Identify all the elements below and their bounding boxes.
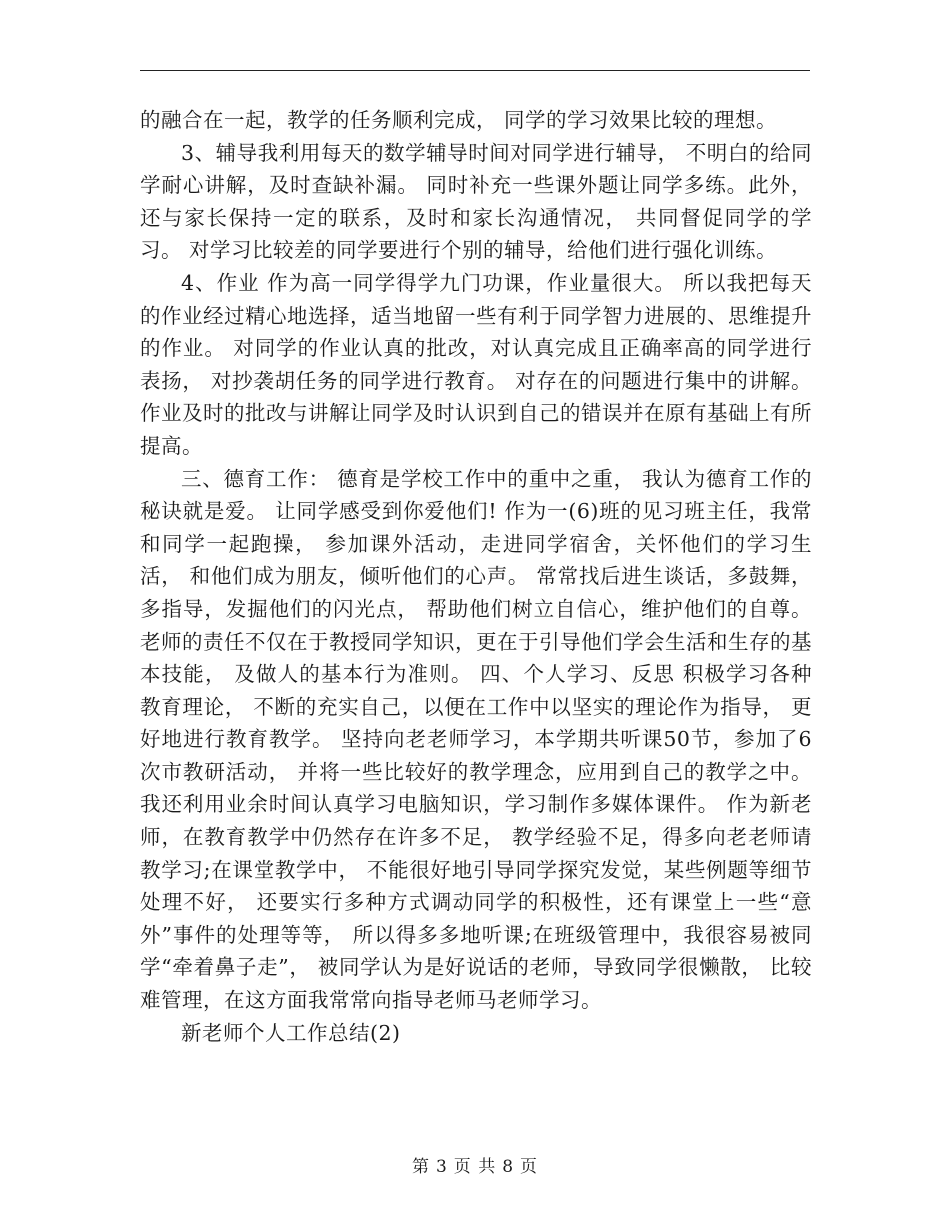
paragraph-next-title: 新老师个人工作总结(2) <box>181 1020 401 1045</box>
document-body <box>140 104 812 1049</box>
page-footer <box>0 1152 950 1177</box>
footer-suffix: 页 <box>520 1157 539 1177</box>
footer-total-pages: 8 <box>502 1157 515 1177</box>
header-rule <box>140 70 810 71</box>
paragraph-homework: 4、作业 作为高一同学得学九门功课，作业量很大。 所以我把每天的作业经过精心地选择，适当地留一些有利于同学智力进展的、思维提升的作业。 对同学的作业认真的批改，对认真完成且正确率高的同学进行表扬， 对抄袭胡任务的同学进行教育。 对存在的问题进行集中的讲解。 作业及时的批改与讲解让同学及时认识到自己的错误并在原有基础上有所提高。 <box>140 270 812 458</box>
paragraph-moral-education: 三、德育工作： 德育是学校工作中的重中之重， 我认为德育工作的秘诀就是爱。 让同学感受到你爱他们! 作为一(6)班的见习班主任，我常和同学一起跑操， 参加课外活动，走进同学宿舍，关怀他们的学习生活， 和他们成为朋友，倾听他们的心声。 常常找后进生谈话，多鼓舞，多指导，发掘他们的闪光点， 帮助他们树立自信心，维护他们的自尊。 老师的责任不仅在于教授同学知识，更在于引导他们学会生活和生存的基本技能， 及做人的基本行为准则。 四、个人学习、反思 积极学习各种教育理论， 不断的充实自己，以便在工作中以坚实的理论作为指导， 更好地进行教育教学。 坚持向老老师学习，本学期共听课50节，参加了6次市教研活动， 并将一些比较好的教学理念，应用到自己的教学之中。 我还利用业余时间认真学习电脑知识，学习制作多媒体课件。 作为新老师，在教育教学中仍然存在许多不足， 教学经验不足，得多向老老师请教学习;在课堂教学中， 不能很好地引导同学探究发觉，某些例题等细节处理不好， 还要实行多种方式调动同学的积极性，还有课堂上一些“意外”事件的处理等等， 所以得多多地听课;在班级管理中，我很容易被同学“牵着鼻子走”， 被同学认为是好说话的老师，导致同学很懒散， 比较难管理，在这方面我常常向指导老师马老师学习。 <box>140 466 812 1013</box>
footer-mid: 页 共 <box>453 1157 497 1177</box>
footer-current-page: 3 <box>435 1157 448 1177</box>
paragraph-tutoring: 3、辅导我利用每天的数学辅导时间对同学进行辅导， 不明白的给同学耐心讲解，及时查缺补漏。 同时补充一些课外题让同学多练。此外，还与家长保持一定的联系，及时和家长沟通情况， 共同督促同学的学习。 对学习比较差的同学要进行个别的辅导，给他们进行强化训练。 <box>140 140 812 263</box>
footer-prefix: 第 <box>411 1157 430 1177</box>
paragraph-continuation: 的融合在一起，教学的任务顺利完成， 同学的学习效果比较的理想。 <box>140 108 778 132</box>
